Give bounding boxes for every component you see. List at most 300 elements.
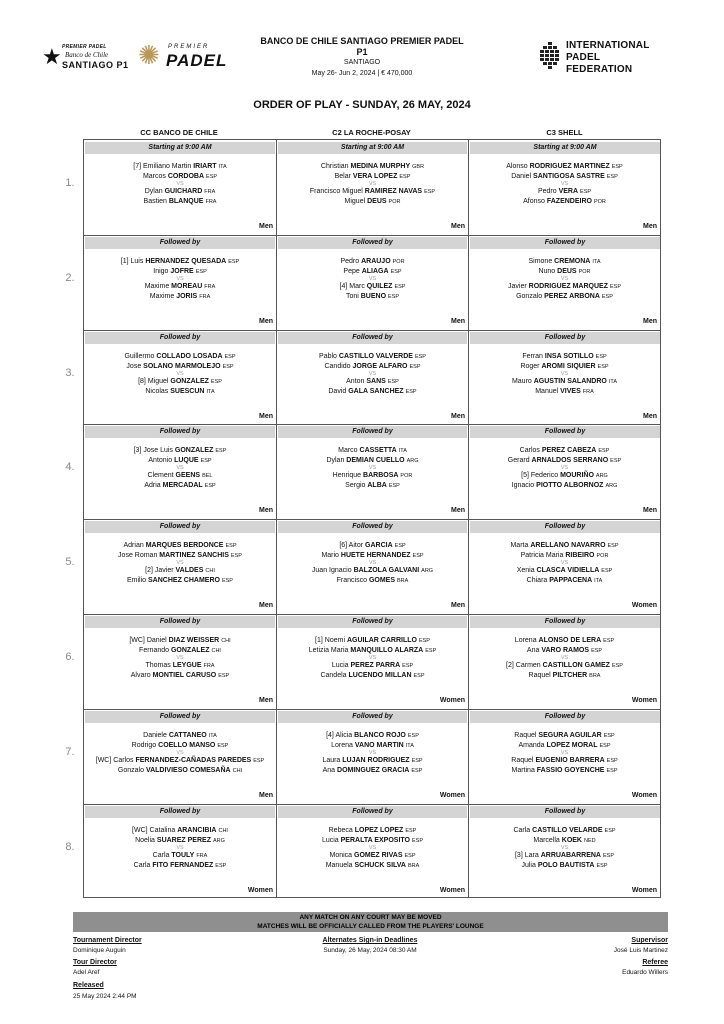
player-last-name: DIAZ WEISSER <box>168 637 220 644</box>
match-cell[interactable] <box>84 249 276 330</box>
vs-label: VS <box>176 181 184 187</box>
match-category: Women <box>631 601 657 609</box>
supervisor-label: Supervisor <box>631 937 668 944</box>
player-first-name: Daniel <box>511 173 532 180</box>
player-nationality: ESP <box>200 458 212 464</box>
player-line <box>84 387 276 397</box>
notice-line1: ANY MATCH ON ANY COURT MAY BE MOVED <box>299 914 442 921</box>
player-line <box>84 257 276 267</box>
player-first-name: Marta <box>510 542 529 549</box>
player-last-name: KOEK <box>561 837 582 844</box>
player-line <box>84 826 276 836</box>
match-cell[interactable] <box>277 818 468 899</box>
released-date: 25 May 2024 2:44 PM <box>73 993 137 1000</box>
vs-label: VS <box>560 845 569 851</box>
player-first-name: Carlos <box>113 757 134 764</box>
player-first-name: Maxime <box>144 283 170 290</box>
match-cell[interactable] <box>469 154 660 235</box>
player-line <box>469 446 660 456</box>
player-line <box>469 566 660 576</box>
player-nationality: ESP <box>253 758 265 764</box>
player-line <box>84 661 276 671</box>
player-nationality: FRA <box>203 663 215 669</box>
player-last-name: CLASCA VIDIELLA <box>536 567 600 574</box>
player-last-name: DEUS <box>367 198 387 205</box>
player-last-name: VALDIVIESO COMESAÑA <box>145 767 231 774</box>
player-nationality: ESP <box>606 768 618 774</box>
vs-label: VS <box>560 560 569 566</box>
player-line <box>277 851 468 861</box>
player-nationality: FRA <box>204 189 216 195</box>
player-last-name: GALA SANCHEZ <box>348 388 404 395</box>
player-first-name: Patricia Maria <box>520 552 564 559</box>
round-band: Followed by <box>85 806 275 818</box>
player-last-name: FAZENDEIRO <box>546 198 592 205</box>
player-line <box>469 731 660 741</box>
player-seed: [1] <box>315 637 323 644</box>
player-line <box>84 197 276 207</box>
player-line <box>277 756 468 766</box>
player-first-name: Anton <box>346 378 365 385</box>
player-first-name: Letizia Maria <box>308 647 349 654</box>
player-last-name: GUICHARD <box>164 188 203 195</box>
player-first-name: Raquel <box>528 672 551 679</box>
player-first-name: Dylan <box>144 188 163 195</box>
player-last-name: SANCHEZ CHAMERO <box>148 577 220 584</box>
player-first-name: Carlos <box>519 447 540 454</box>
player-last-name: VANO MARTIN <box>354 742 404 749</box>
vs-label: VS <box>368 181 377 187</box>
match-cell[interactable] <box>277 628 468 709</box>
player-first-name: Emilio <box>127 577 147 584</box>
player-last-name: SANS <box>366 378 386 385</box>
match-category: Men <box>643 222 657 230</box>
player-nationality: BRA <box>407 863 420 869</box>
player-nationality: POR <box>392 259 405 265</box>
match-cell[interactable] <box>84 344 276 425</box>
match-cell[interactable] <box>469 628 660 709</box>
player-first-name: Martina <box>511 767 535 774</box>
player-first-name: Raquel <box>514 732 537 739</box>
match-category: Men <box>259 222 273 230</box>
player-last-name: AROMI SIQUIER <box>541 363 596 370</box>
round-number: 1. <box>65 177 75 189</box>
player-last-name: MANQUILLO ALARZA <box>350 647 424 654</box>
player-line <box>277 352 468 362</box>
player-first-name: Lorena <box>514 637 537 644</box>
player-last-name: MARQUES BERDONCE <box>145 542 224 549</box>
match-cell[interactable] <box>277 723 468 804</box>
match-cell[interactable] <box>277 154 468 235</box>
player-last-name: MARTINEZ SANCHIS <box>159 552 229 559</box>
player-line <box>469 352 660 362</box>
match-category: Men <box>259 317 273 325</box>
player-last-name: LOPEZ MORAL <box>546 742 598 749</box>
player-line <box>84 861 276 871</box>
player-first-name: Christian <box>320 163 349 170</box>
player-last-name: FERNANDEZ-CAÑADAS PAREDES <box>135 757 252 764</box>
player-last-name: JOFRE <box>170 268 194 275</box>
player-first-name: Sergio <box>345 482 366 489</box>
player-nationality: ESP <box>218 673 230 679</box>
player-first-name: Javier <box>154 567 174 574</box>
player-first-name: Carla <box>152 852 170 859</box>
player-nationality: ESP <box>206 174 218 180</box>
player-first-name: Juan Ignacio <box>311 567 352 574</box>
player-first-name: Carla <box>513 827 531 834</box>
player-first-name: Ignacio <box>511 482 535 489</box>
player-first-name: Ferran <box>522 353 543 360</box>
match-cell[interactable] <box>277 438 468 519</box>
player-nationality: ESP <box>402 663 414 669</box>
round-number: 7. <box>65 746 75 758</box>
player-first-name: Candela <box>320 672 347 679</box>
player-line <box>469 387 660 397</box>
player-last-name: RIBEIRO <box>565 552 595 559</box>
player-nationality: ITA <box>592 259 601 265</box>
player-first-name: Pedro <box>537 188 557 195</box>
player-first-name: Antonio <box>148 457 173 464</box>
player-last-name: JORIS <box>176 293 198 300</box>
player-nationality: BRA <box>397 578 409 584</box>
round-band: Followed by <box>470 237 660 249</box>
match-cell[interactable] <box>277 344 468 425</box>
match-category: Men <box>451 601 465 609</box>
player-last-name: MOREAU <box>171 283 203 290</box>
player-nationality: ESP <box>215 448 227 454</box>
player-first-name: Afonso <box>523 198 545 205</box>
player-last-name: CASTILLO VELARDE <box>532 827 603 834</box>
player-line <box>277 282 468 292</box>
player-nationality: ESP <box>412 838 424 844</box>
vs-label: VS <box>176 560 184 566</box>
player-nationality: ESP <box>580 189 592 195</box>
player-last-name: ARANCIBIA <box>177 827 217 834</box>
player-line <box>84 282 276 292</box>
match-category: Men <box>643 317 657 325</box>
player-first-name: Miguel <box>147 378 169 385</box>
player-last-name: BLANCO ROJO <box>354 732 406 739</box>
player-nationality: ESP <box>611 663 623 669</box>
player-seed: [4] <box>339 283 348 290</box>
player-line <box>469 197 660 207</box>
player-line <box>277 471 468 481</box>
player-nationality: ESP <box>388 294 400 300</box>
player-nationality: ESP <box>387 379 399 385</box>
player-last-name: GEENS <box>175 472 201 479</box>
released-label: Released <box>73 982 104 989</box>
match-category: Men <box>451 317 465 325</box>
player-last-name: LOPEZ LOPEZ <box>354 827 404 834</box>
player-nationality: ESP <box>399 174 411 180</box>
player-nationality: POR <box>400 473 413 479</box>
player-last-name: ARRUABARRENA <box>540 852 601 859</box>
player-last-name: PERALTA EXPOSITO <box>340 837 411 844</box>
player-last-name: SUAREZ PEREZ <box>156 837 211 844</box>
player-last-name: ARNALDOS SERRANO <box>531 457 609 464</box>
tournament-director: Dominique Auguin <box>73 947 126 954</box>
player-nationality: ESP <box>601 568 613 574</box>
player-last-name: MERCADAL <box>162 482 203 489</box>
round-number: 4. <box>65 461 75 473</box>
match-category: Men <box>451 506 465 514</box>
player-line <box>84 541 276 551</box>
player-line <box>469 756 660 766</box>
player-first-name: Alonso <box>506 163 528 170</box>
round-band: Followed by <box>278 806 467 818</box>
player-first-name: Gonzalo <box>117 767 144 774</box>
player-first-name: David <box>328 388 347 395</box>
player-first-name: Guillermo <box>124 353 155 360</box>
match-category: Men <box>259 412 273 420</box>
player-last-name: GONZALEZ <box>170 378 209 385</box>
player-last-name: RODRIGUEZ MARQUEZ <box>528 283 608 290</box>
player-first-name: Daniele <box>143 732 167 739</box>
player-nationality: ITA <box>594 578 603 584</box>
player-nationality: ESP <box>596 863 608 869</box>
match-category: Women <box>247 886 273 894</box>
player-nationality: ARG <box>421 568 434 574</box>
player-line <box>84 162 276 172</box>
player-first-name: Daniel <box>146 637 167 644</box>
player-nationality: ESP <box>388 483 400 489</box>
sun-icon: ✺ <box>138 40 160 70</box>
match-cell[interactable] <box>469 723 660 804</box>
player-line <box>277 197 468 207</box>
player-last-name: POLO BAUTISTA <box>537 862 595 869</box>
player-nationality: FRA <box>582 389 594 395</box>
round-band: Followed by <box>470 616 660 628</box>
match-cell[interactable] <box>84 818 276 899</box>
player-seed: [2] <box>506 662 514 669</box>
player-nationality: ESP <box>610 458 622 464</box>
match-cell[interactable] <box>84 628 276 709</box>
referee-label: Referee <box>642 959 668 966</box>
player-last-name: SCHUCK SILVA <box>354 862 406 869</box>
referee: Eduardo Willers <box>622 969 668 976</box>
row-divider <box>84 519 660 520</box>
player-seed: [7] <box>133 163 142 170</box>
player-first-name: Rebeca <box>328 827 353 834</box>
player-line <box>469 851 660 861</box>
round-band: Followed by <box>470 806 660 818</box>
player-line <box>277 566 468 576</box>
player-nationality: ESP <box>215 863 227 869</box>
supervisor: José Luis Martinez <box>613 947 668 954</box>
player-line <box>277 292 468 302</box>
match-category: Men <box>643 412 657 420</box>
player-nationality: ARG <box>605 483 618 489</box>
player-last-name: LUCENDO MILLAN <box>348 672 412 679</box>
vs-label: VS <box>176 750 184 756</box>
match-cell[interactable] <box>84 438 276 519</box>
player-first-name: Marco <box>338 447 358 454</box>
player-first-name: Raquel <box>511 757 534 764</box>
tournament-title: BANCO DE CHILE SANTIAGO PREMIER PADEL <box>260 36 464 46</box>
vs-label: VS <box>368 465 377 471</box>
match-cell[interactable] <box>277 249 468 330</box>
player-first-name: Alicia <box>335 732 353 739</box>
alternates-label: Alternates Sign-in Deadlines <box>322 937 418 944</box>
match-cell[interactable] <box>277 533 468 614</box>
round-band: Followed by <box>278 237 467 249</box>
player-last-name: BARBOSA <box>363 472 399 479</box>
player-nationality: POR <box>388 199 401 205</box>
player-last-name: SEGURA AGUILAR <box>538 732 602 739</box>
player-last-name: VALDES <box>175 567 204 574</box>
player-line <box>469 766 660 776</box>
player-last-name: SOLANO MARMOLEJO <box>143 363 221 370</box>
player-line <box>84 766 276 776</box>
player-last-name: SANTIGOSA SASTRE <box>533 173 605 180</box>
player-last-name: BUENO <box>360 293 387 300</box>
player-first-name: Xenia <box>516 567 535 574</box>
player-first-name: Catalina <box>149 827 176 834</box>
player-nationality: ITA <box>218 164 227 170</box>
player-nationality: ARG <box>212 838 225 844</box>
player-nationality: ESP <box>409 364 421 370</box>
player-first-name: Miguel <box>344 198 366 205</box>
player-first-name: Toni <box>345 293 359 300</box>
player-last-name: ALBA <box>367 482 387 489</box>
player-line <box>277 162 468 172</box>
player-last-name: LUQUE <box>174 457 199 464</box>
player-nationality: ESP <box>418 638 430 644</box>
match-cell[interactable] <box>84 154 276 235</box>
match-category: Men <box>451 412 465 420</box>
player-last-name: PILTCHER <box>552 672 588 679</box>
player-line <box>277 861 468 871</box>
player-first-name: Marc <box>349 283 365 290</box>
match-cell[interactable] <box>469 438 660 519</box>
player-line <box>469 541 660 551</box>
match-cell[interactable] <box>84 533 276 614</box>
match-category: Men <box>259 506 273 514</box>
player-last-name: DEMIAN CUELLO <box>346 457 405 464</box>
player-line <box>277 576 468 586</box>
player-nationality: ESP <box>413 673 425 679</box>
match-cell[interactable] <box>469 249 660 330</box>
player-nationality: ARG <box>595 473 608 479</box>
round-band: Starting at 9:00 AM <box>470 142 660 154</box>
player-first-name: Chiara <box>526 577 548 584</box>
player-line <box>84 481 276 491</box>
round-band: Followed by <box>85 616 275 628</box>
match-category: Women <box>631 886 657 894</box>
player-nationality: ESP <box>222 364 234 370</box>
vs-label: VS <box>560 371 569 377</box>
player-nationality: ESP <box>425 648 437 654</box>
player-line <box>469 671 660 681</box>
player-first-name: Bastien <box>143 198 167 205</box>
player-last-name: COLLADO LOSADA <box>156 353 223 360</box>
vs-label: VS <box>560 276 569 282</box>
round-band: Starting at 9:00 AM <box>278 142 467 154</box>
player-last-name: SUESCUN <box>170 388 205 395</box>
player-last-name: PEREZ CABEZA <box>541 447 597 454</box>
round-number: 8. <box>65 841 75 853</box>
player-last-name: DEUS <box>557 268 577 275</box>
player-nationality: ESP <box>604 828 616 834</box>
player-last-name: CASSETTA <box>359 447 397 454</box>
player-nationality: ESP <box>601 294 613 300</box>
match-cell[interactable] <box>469 818 660 899</box>
player-line <box>469 661 660 671</box>
player-last-name: CATTANEO <box>168 732 207 739</box>
player-line <box>469 377 660 387</box>
vs-label: VS <box>560 750 569 756</box>
round-number: 3. <box>65 367 75 379</box>
vs-label: VS <box>176 845 184 851</box>
vs-label: VS <box>176 276 184 282</box>
logo-left-line1: PREMIER PADEL <box>62 44 107 50</box>
player-first-name: Henrique <box>332 472 362 479</box>
match-cell[interactable] <box>469 533 660 614</box>
player-first-name: Lucia <box>331 662 349 669</box>
vs-label: VS <box>560 655 569 661</box>
player-nationality: CHI <box>218 828 228 834</box>
player-nationality: NED <box>584 838 596 844</box>
match-cell[interactable] <box>84 723 276 804</box>
round-band: Followed by <box>278 521 467 533</box>
match-category: Women <box>439 696 465 704</box>
player-nationality: ESP <box>599 743 611 749</box>
logo-mid-line1: PREMIER <box>168 44 210 50</box>
player-nationality: FRA <box>204 284 216 290</box>
player-last-name: HERNANDEZ QUESADA <box>145 258 227 265</box>
player-line <box>277 187 468 197</box>
round-number: 5. <box>65 556 75 568</box>
player-first-name: Mauro <box>511 378 532 385</box>
vs-label: VS <box>368 655 377 661</box>
player-nationality: CHI <box>211 648 221 654</box>
player-seed: [2] <box>145 567 153 574</box>
alternates-deadline: Sunday, 26 May, 2024 08:30 AM <box>323 947 417 954</box>
court-header-1: CC BANCO DE CHILE <box>140 128 218 137</box>
round-band: Followed by <box>278 711 467 723</box>
player-nationality: ITA <box>208 733 217 739</box>
player-first-name: Ana <box>526 647 540 654</box>
round-band: Followed by <box>470 521 660 533</box>
player-nationality: ESP <box>411 768 423 774</box>
player-line <box>84 471 276 481</box>
player-first-name: Jose <box>126 363 142 370</box>
player-nationality: ESP <box>230 553 242 559</box>
player-nationality: CHI <box>205 568 215 574</box>
player-first-name: Gonzalo <box>516 293 543 300</box>
player-seed: [5] <box>521 472 529 479</box>
match-cell[interactable] <box>469 344 660 425</box>
player-nationality: ESP <box>603 733 615 739</box>
vs-label: VS <box>368 276 377 282</box>
player-last-name: CREMONA <box>554 258 591 265</box>
player-last-name: CASTILLON GAMEZ <box>542 662 610 669</box>
player-last-name: CASTILLO VALVERDE <box>338 353 413 360</box>
player-first-name: Ana <box>322 767 336 774</box>
round-number: 6. <box>65 651 75 663</box>
player-last-name: VERA LOPEZ <box>352 173 398 180</box>
tournament-category: P1 <box>356 47 368 57</box>
player-nationality: ESP <box>210 379 222 385</box>
player-last-name: HUETE HERNANDEZ <box>340 552 411 559</box>
logo-right-line3: FEDERATION <box>566 64 633 75</box>
player-line <box>84 292 276 302</box>
player-first-name: Dylan <box>326 457 345 464</box>
player-nationality: ESP <box>414 354 426 360</box>
player-first-name: Lucia <box>321 837 339 844</box>
row-divider <box>84 330 660 331</box>
notice-line2: MATCHES WILL BE OFFICIALLY CALLED FROM THE PLAYERS' LOUNGE <box>257 923 484 930</box>
